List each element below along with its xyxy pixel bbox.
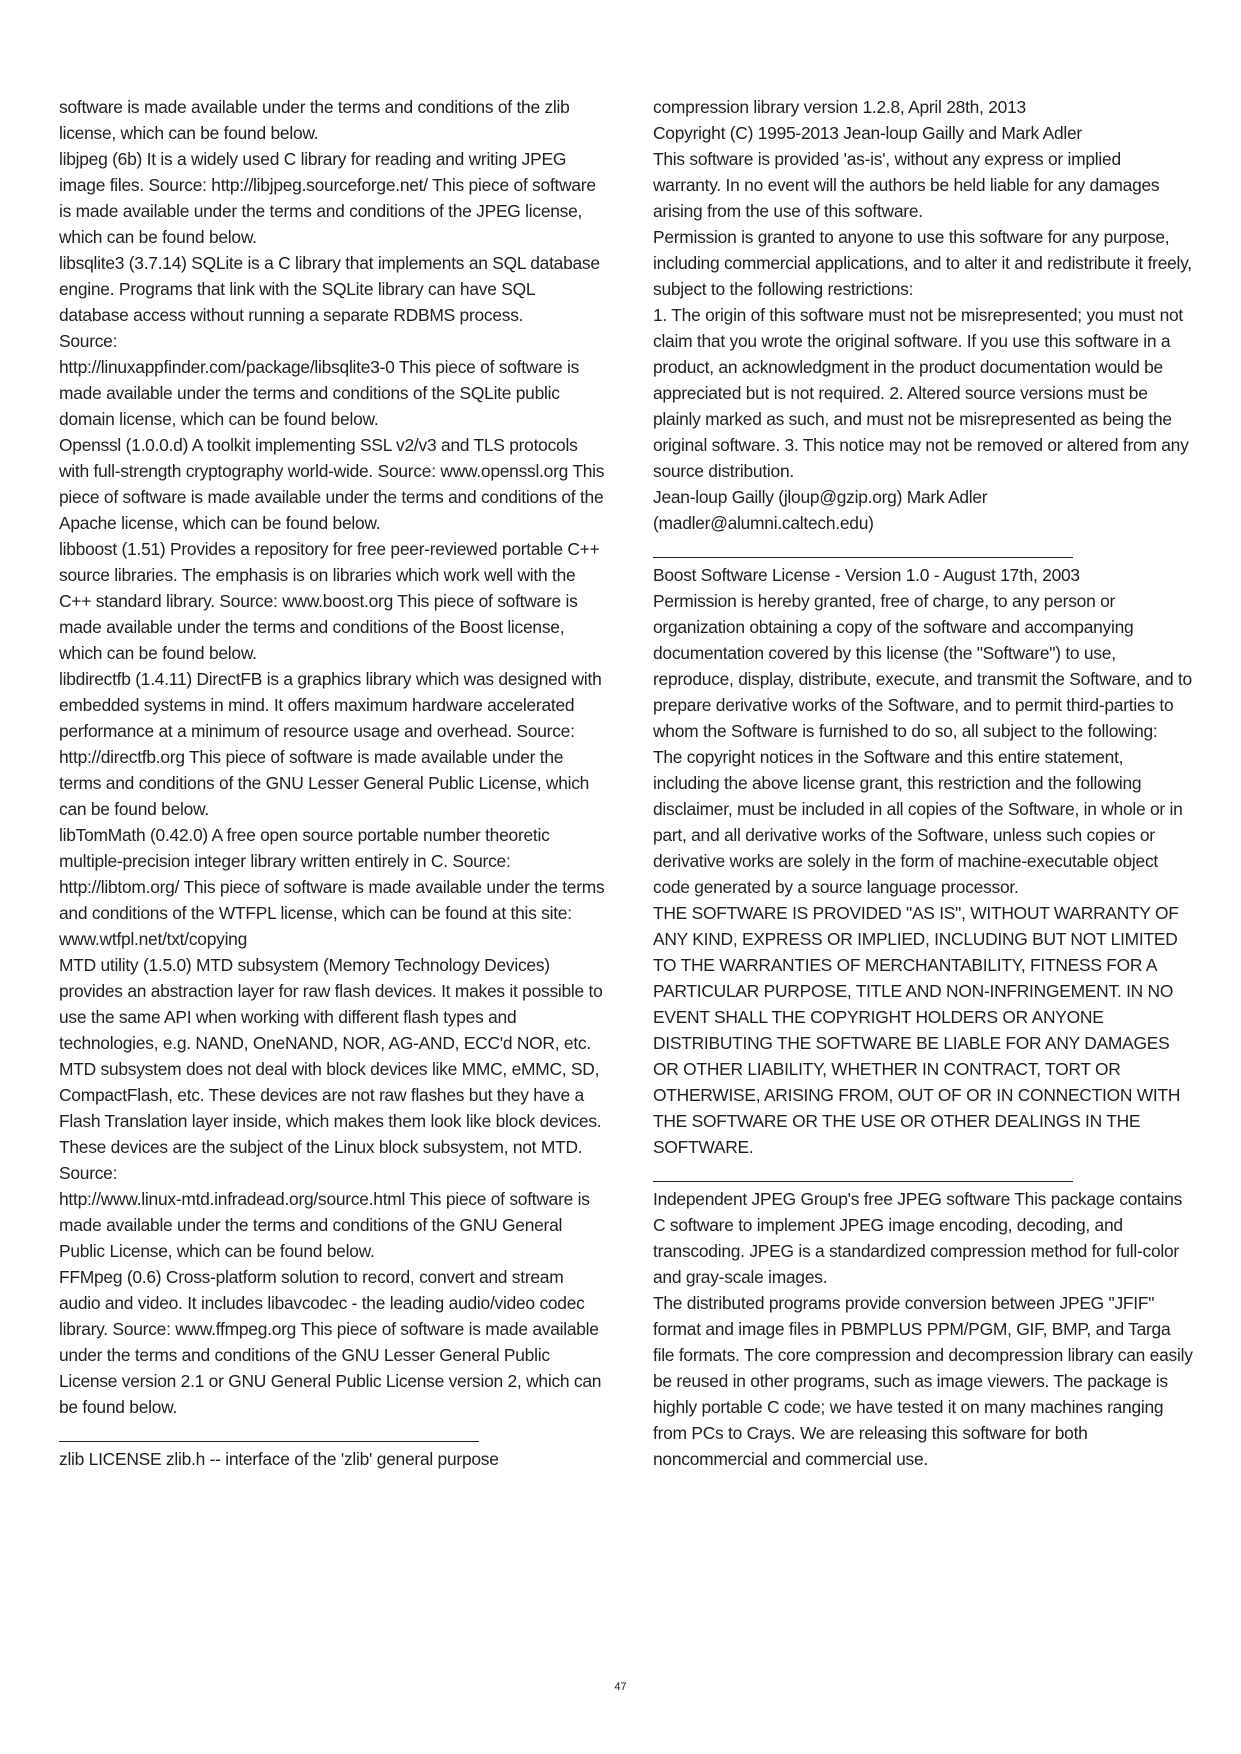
paragraph-zlib-restrictions: 1. The origin of this software must not be misrepresented; you must not claim that you wrote the original software. If you use this software in a product, an acknowledgment in the product documentation would be appreciated but is not required. 2. Altered source versions must be plainly marked as such, and must not be misrepresented as being the original software. 3. This notice may not be removed or altered from any source distribution. (653, 305, 1189, 481)
left-column (59, 94, 607, 1472)
right-column (653, 94, 1193, 1472)
paragraph-jpeg-intro: Independent JPEG Group's free JPEG software This package contains C software to implement JPEG image encoding, decoding, and transcoding. JPEG is a standardized compression method for full-color and gray-scale images. (653, 1189, 1183, 1287)
paragraph-libdirectfb: libdirectfb (1.4.11) DirectFB is a graphics library which was designed with embedded systems in mind. It offers maximum hardware accelerated performance at a minimum of resource usage and overhead. Source: http://directfb.org This piece of software is made available under the terms and conditions of the GNU Lesser General Public License, which can be found below. (59, 669, 602, 819)
paragraph-mtd-utility: MTD utility (1.5.0) MTD subsystem (Memory Technology Devices) provides an abstraction layer for raw flash devices. It makes it possible to use the same API when working with different flash types and technologies, e.g. NAND, OneNAND, NOR, AG-AND, ECC'd NOR, etc. MTD subsystem does not deal with block devices like MMC, eMMC, SD, CompactFlash, etc. These devices are not raw flashes but they have a Flash Translation layer inside, which makes them look like block devices. These devices are the subject of the Linux block subsystem, not MTD. (59, 955, 603, 1157)
paragraph-libboost: libboost (1.51) Provides a repository for free peer-reviewed portable C++ source libraries. The emphasis is on libraries which work well with the C++ standard library. Source: www.boost.org This piece of software is made available under the terms and conditions of the Boost license, which can be found below. (59, 539, 600, 663)
paragraph-ffmpeg: FFMpeg (0.6) Cross-platform solution to record, convert and stream audio and video. It includes libavcodec - the leading audio/video codec library. Source: www.ffmpeg.org This piece of software is made available under the terms and conditions of the GNU Lesser General Public License version 2.1 or GNU General Public License version 2, which can be found below. (59, 1267, 602, 1417)
page-number: 47 (614, 1681, 627, 1693)
paragraph-openssl: Openssl (1.0.0.d) A toolkit implementing SSL v2/v3 and TLS protocols with full-strength cryptography world-wide. Source: www.openssl.org This piece of software is made available under the terms and conditions of the Apache license, which can be found below. (59, 435, 605, 533)
paragraph-libtommath: libTomMath (0.42.0) A free open source portable number theoretic multiple-precision integer library written entirely in C. Source: http://libtom.org/ This piece of software is made available under the terms and conditions of the WTFPL license, which can be found at this site: www.wtfpl.net/txt/copying (59, 825, 605, 949)
paragraph-zlib-authors: Jean-loup Gailly (jloup@gzip.org) Mark Adler (madler@alumni.caltech.edu) (653, 487, 988, 533)
paragraph-mtd-source: http://www.linux-mtd.infradead.org/source.html This piece of software is made available under the terms and conditions of the GNU General Public License, which can be found below. (59, 1189, 590, 1261)
paragraph-zlib-version: compression library version 1.2.8, April 28th, 2013 (653, 97, 1026, 117)
paragraph-libsqlite3-source: http://linuxappfinder.com/package/libsqlite3-0 This piece of software is made available under the terms and conditions of the SQLite public domain license, which can be found below. (59, 357, 580, 429)
section-divider (653, 1160, 1193, 1186)
paragraph-zlib-license-note: software is made available under the terms and conditions of the zlib license, which can be found below. (59, 97, 570, 143)
paragraph-boost-permission: Permission is hereby granted, free of charge, to any person or organization obtaining a copy of the software and accompanying documentation covered by this license (the "Software") to use, reproduce, display, distribute, execute, and transmit the Software, and to prepare derivative works of the Software, and to permit third-parties to whom the Software is furnished to do so, all subject to the following: (653, 591, 1192, 741)
section-divider (59, 1420, 607, 1446)
paragraph-zlib-header: zlib LICENSE zlib.h -- interface of the 'zlib' general purpose (59, 1449, 499, 1469)
paragraph-boost-notices: The copyright notices in the Software and this entire statement, including the above license grant, this restriction and the following disclaimer, must be included in all copies of the Software, in whole or in part, and all derivative works of the Software, unless such copies or derivative works are solely in the form of machine-executable object code generated by a source language processor. (653, 747, 1183, 897)
paragraph-zlib-permission: Permission is granted to anyone to use this software for any purpose, including commercial applications, and to alter it and redistribute it freely, subject to the following restrictions: (653, 227, 1192, 299)
paragraph-zlib-copyright: Copyright (C) 1995-2013 Jean-loup Gailly and Mark Adler (653, 123, 1082, 143)
paragraph-libjpeg: libjpeg (6b) It is a widely used C library for reading and writing JPEG image files. Source: http://libjpeg.sourceforge.net/ This piece of software is made available under the terms and conditions of the JPEG license, which can be found below. (59, 149, 596, 247)
paragraph-boost-disclaimer: THE SOFTWARE IS PROVIDED "AS IS", WITHOUT WARRANTY OF ANY KIND, EXPRESS OR IMPLIED, INCLUDING BUT NOT LIMITED TO THE WARRANTIES OF MERCHANTABILITY, FITNESS FOR A PARTICULAR PURPOSE, TITLE AND NON-INFRINGEMENT. IN NO EVENT SHALL THE COPYRIGHT HOLDERS OR ANYONE DISTRIBUTING THE SOFTWARE BE LIABLE FOR ANY DAMAGES OR OTHER LIABILITY, WHETHER IN CONTRACT, TORT OR OTHERWISE, ARISING FROM, OUT OF OR IN CONNECTION WITH THE SOFTWARE OR THE USE OR OTHER DEALINGS IN THE SOFTWARE. (653, 903, 1181, 1157)
paragraph-jpeg-programs: The distributed programs provide conversion between JPEG "JFIF" format and image files in PBMPLUS PPM/PGM, GIF, BMP, and Targa file formats. The core compression and decompression library can easily be reused in other programs, such as image viewers. The package is highly portable C code; we have tested it on many machines ranging from PCs to Crays. We are releasing this software for both noncommercial and commercial use. (653, 1293, 1193, 1469)
section-divider (653, 536, 1193, 562)
paragraph-libsqlite3: libsqlite3 (3.7.14) SQLite is a C library that implements an SQL database engine. Programs that link with the SQLite library can have SQL database access without running a separate RDBMS process. (59, 253, 600, 325)
paragraph-source-label: Source: (59, 331, 118, 351)
paragraph-zlib-warranty: This software is provided 'as-is', without any express or implied warranty. In no event will the authors be held liable for any damages arising from the use of this software. (653, 149, 1160, 221)
paragraph-source-label: Source: (59, 1163, 118, 1183)
paragraph-boost-title: Boost Software License - Version 1.0 - August 17th, 2003 (653, 565, 1080, 585)
